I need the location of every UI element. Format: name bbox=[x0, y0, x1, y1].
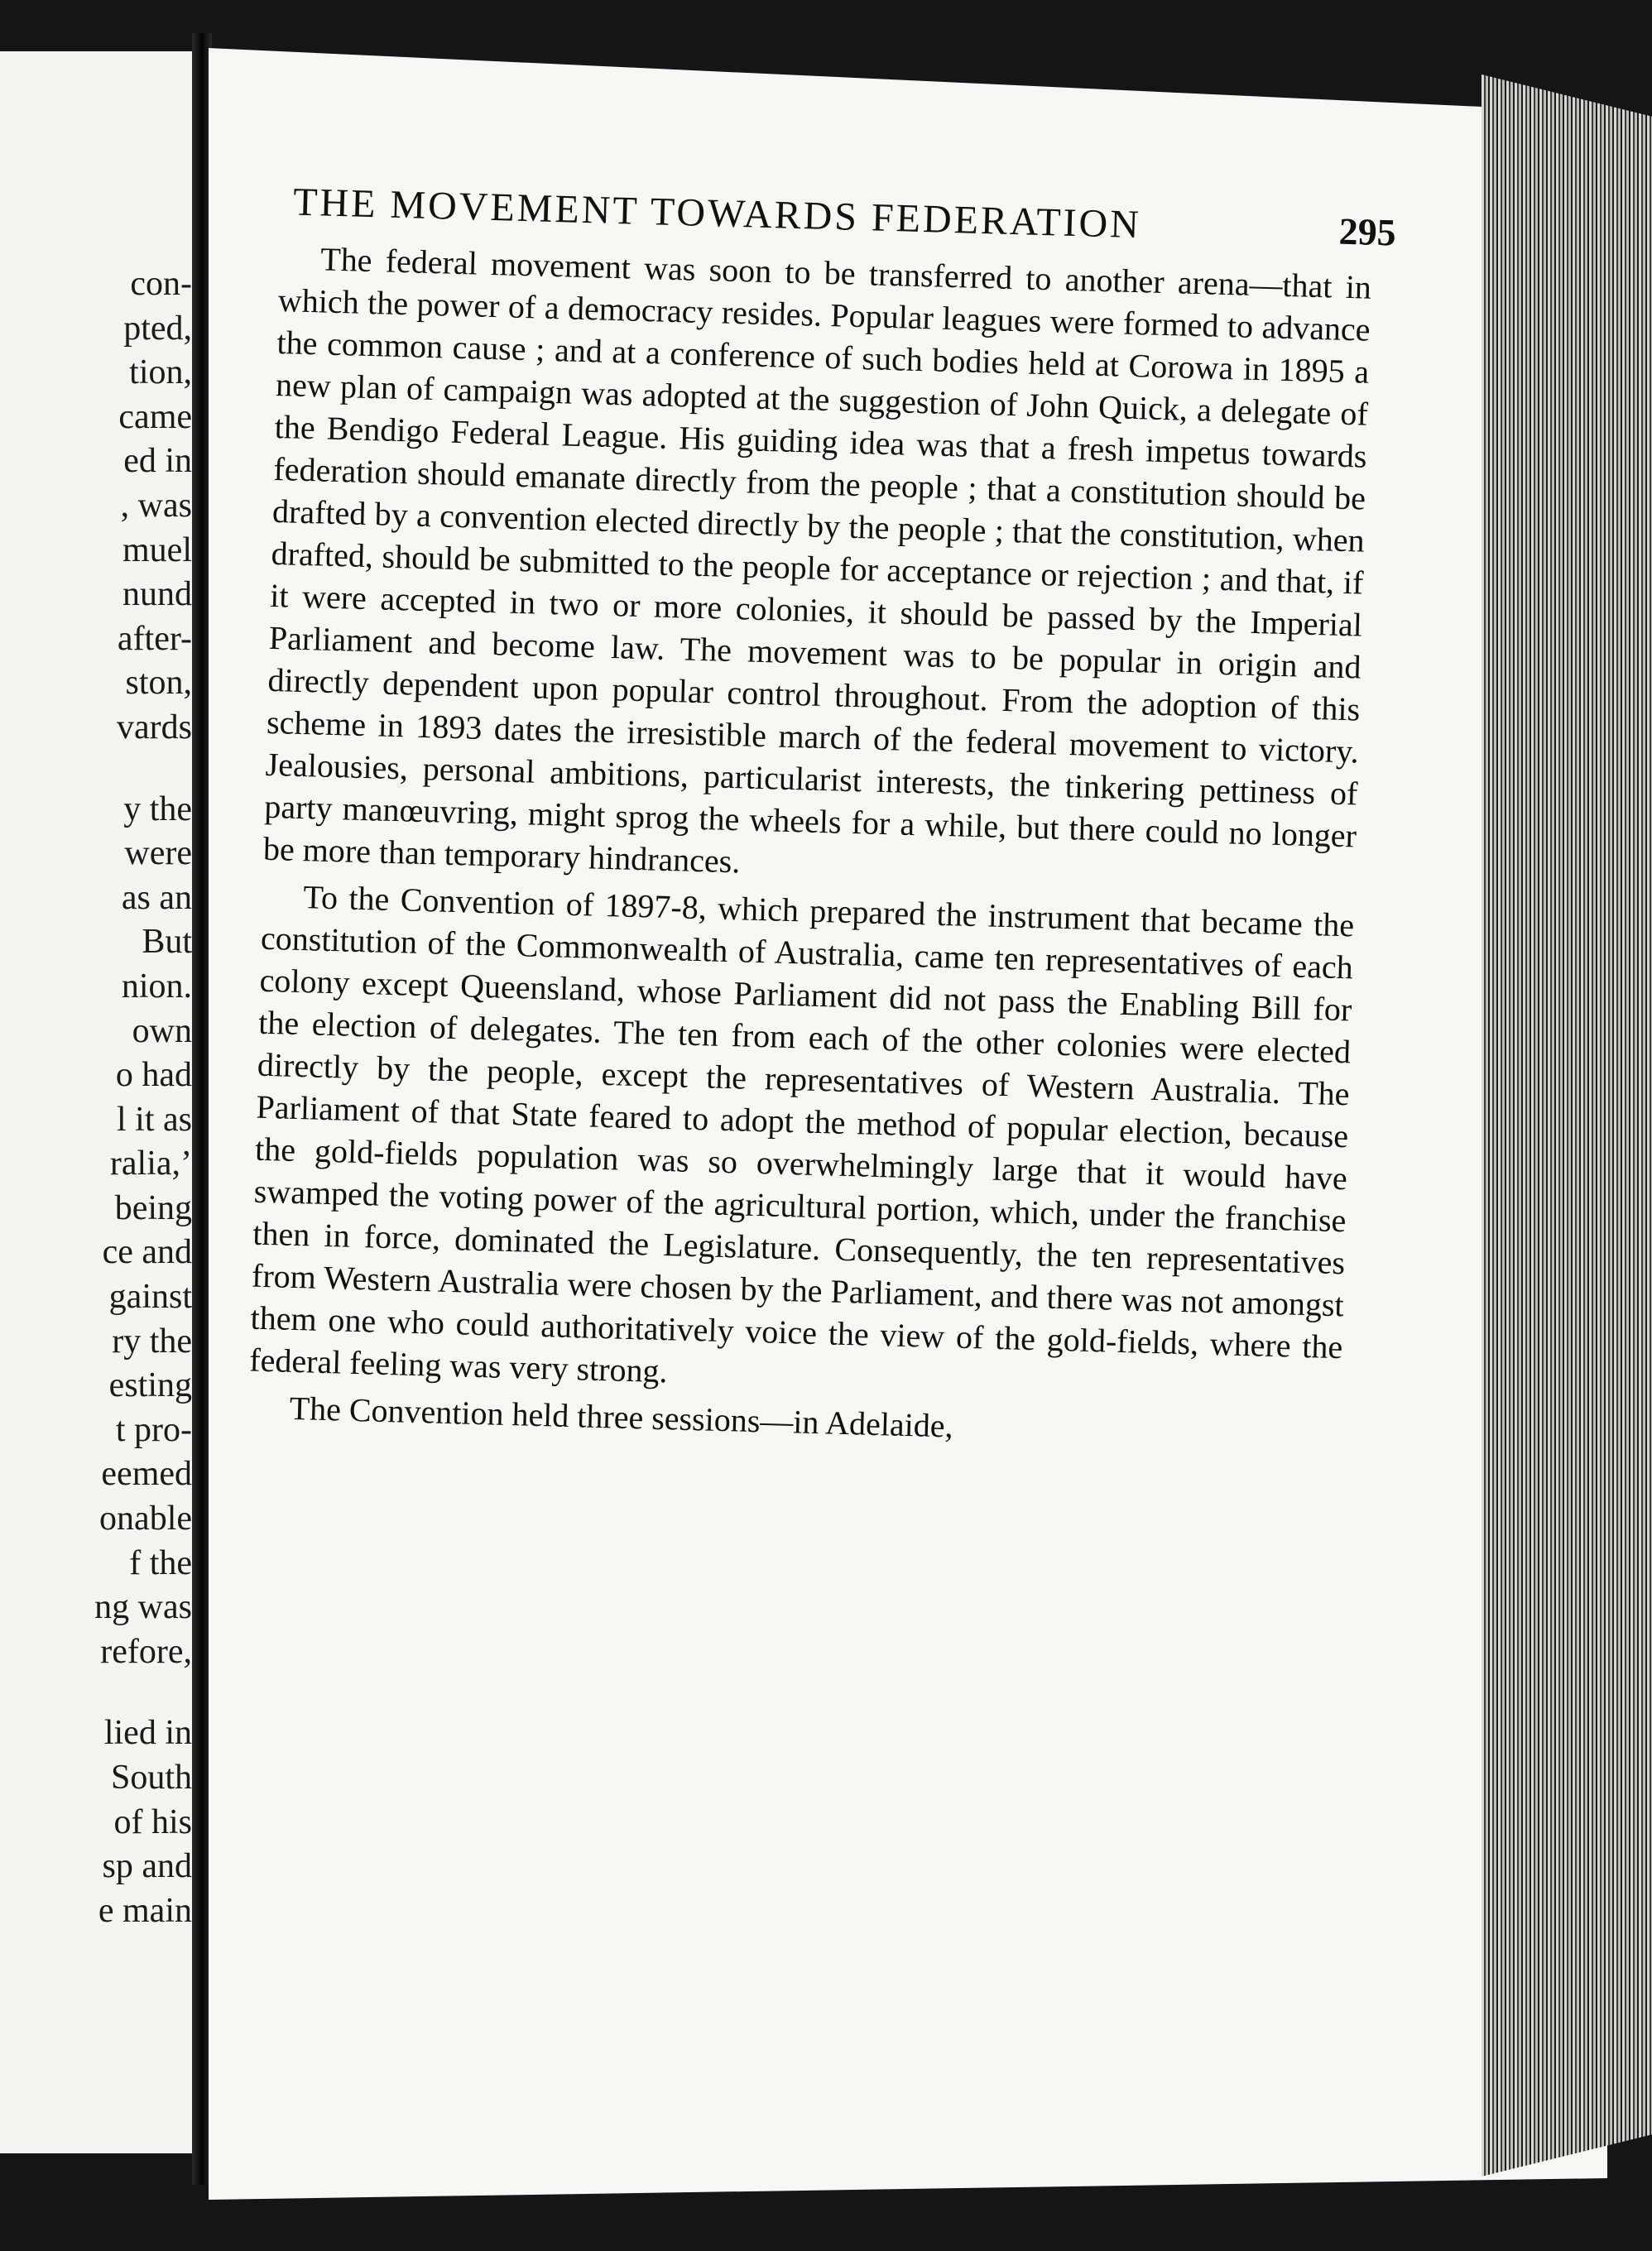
paragraph-2: To the Convention of 1897-8, which prepared the instrument that became the constitution of the Commonwealth of Australia, came ten representatives of each colony except Queensland, whose Parliament did not pass the Enabling Bill for the election of delegates. The ten from each of the other colonies were elected directly by the people, except the representatives of Western Australia. The Parliament of that State feared to adopt the method of popular election, because the gold-fields population was so overwhelmingly large that it would have swamped the voting power of the agricultural portion, which, under the franchise then in force, dominated the Legislature. Consequently, the ten representatives from Western Australia were chosen by the Parliament, and there was not amongst them one who could authoritatively voice the view of the gold-fields, where the federal feeling was very strong. bbox=[248, 878, 1355, 1390]
facing-page-line: , was bbox=[120, 486, 192, 525]
facing-page-line: l it as bbox=[117, 1100, 192, 1139]
facing-page-line: con- bbox=[130, 265, 192, 303]
facing-page-line: South bbox=[110, 1759, 192, 1797]
facing-page-line: onable bbox=[99, 1500, 192, 1538]
page-edges bbox=[1482, 74, 1652, 2177]
facing-page-line: came bbox=[118, 397, 192, 436]
running-title: THE MOVEMENT TOWARDS FEDERATION bbox=[292, 180, 1142, 247]
facing-page-line: after- bbox=[117, 619, 192, 658]
facing-page-line: ralia,’ bbox=[109, 1145, 192, 1183]
facing-page-text bbox=[94, 262, 192, 1933]
facing-page-line: pted, bbox=[123, 309, 192, 348]
facing-page-line: ston, bbox=[125, 664, 192, 703]
facing-page-line: f the bbox=[129, 1543, 192, 1582]
paragraph-gap bbox=[94, 1674, 192, 1711]
page-text-block bbox=[214, 178, 1397, 1458]
facing-page-line: own bbox=[132, 1011, 192, 1050]
facing-page-line: gainst bbox=[108, 1278, 192, 1317]
facing-page-line: ce and bbox=[102, 1233, 192, 1272]
facing-page-line: vards bbox=[117, 708, 192, 746]
facing-page-line: nund bbox=[122, 575, 192, 614]
facing-page-line: tion, bbox=[129, 353, 192, 392]
paragraph-gap bbox=[94, 751, 192, 788]
facing-page-line: esting bbox=[108, 1366, 192, 1405]
paragraph-3: The Convention held three sessions—in Adelaide, bbox=[289, 1389, 954, 1445]
facing-page-line: But bbox=[142, 923, 192, 962]
facing-page-line: ed in bbox=[123, 442, 192, 481]
facing-page-line: y the bbox=[123, 790, 192, 828]
facing-page-line: being bbox=[114, 1188, 192, 1227]
paragraph-1: The federal movement was soon to be transferred to another arena—that in which the power of a democracy resides. Popular leagues were formed to advance the common cause ; and at a conference of such bodies held at Corowa in 1895 a new plan of campaign was adopted at the suggestion of John Quick, a delegate of the Bendigo Federal League. His guiding idea was that a fresh impetus towards federation should emanate directly from the people ; that a constitution should be drafted by a convention elected directly by the people ; that the constitution, when drafted, should be submitted to the people for acceptance or rejection ; and that, if it were accepted in two or more colonies, it should be passed by the Imperial Parliament and become law. The movement was to be popular in origin and directly dependent upon popular control throughout. From the adoption of this scheme in 1893 dates the irresistible march of the federal movement to victory. Jealousies, personal ambitions, particularist interests, the tinkering pettiness of party manœuvring, might sprog the wheels for a while, but there could no longer be more than temporary hindrances. bbox=[262, 240, 1372, 881]
facing-page-line: ng was bbox=[94, 1588, 192, 1627]
facing-page-line: of his bbox=[113, 1802, 192, 1841]
facing-page-line: refore, bbox=[100, 1632, 192, 1671]
facing-page-line: lied in bbox=[103, 1714, 192, 1753]
facing-page-left bbox=[0, 51, 192, 2153]
facing-page-line: eemed bbox=[101, 1455, 192, 1494]
facing-page-line: sp and bbox=[102, 1847, 192, 1886]
facing-page-line: t pro- bbox=[115, 1410, 192, 1449]
facing-page-line: muel bbox=[122, 530, 192, 569]
facing-page-line: ry the bbox=[112, 1322, 192, 1361]
page-number: 295 bbox=[1338, 209, 1397, 254]
facing-page-line: e main bbox=[98, 1891, 192, 1930]
facing-page-line: o had bbox=[115, 1056, 192, 1095]
facing-page-line: were bbox=[124, 834, 192, 873]
facing-page-line: as an bbox=[121, 878, 192, 917]
facing-page-line: nion. bbox=[121, 967, 192, 1006]
